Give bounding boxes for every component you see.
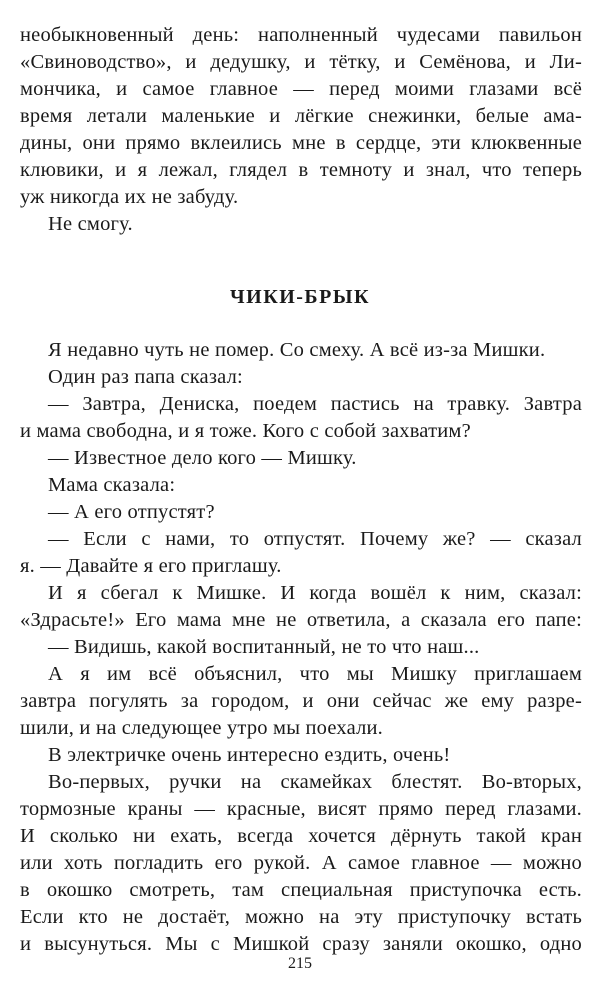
text-line: и высунуться. Мы с Мишкой сразу заняли окошко, одно <box>20 933 582 955</box>
text-line: «Здрасьте!» Его мама мне не ответила, а сказала его папе: <box>20 609 582 631</box>
text-line: время летали маленькие и лёгкие снежинки, белые ама- <box>20 105 582 127</box>
page-number: 215 <box>288 955 312 972</box>
text-line: я. — Давайте я его приглашу. <box>20 555 282 577</box>
text-line: дины, они прямо вклеились мне в сердце, эти клюквенные <box>20 132 582 154</box>
text-line: — Известное дело кого — Мишку. <box>48 447 357 469</box>
text-line: — Видишь, какой воспитанный, не то что наш... <box>48 636 480 658</box>
text-line: шили, и на следующее утро мы поехали. <box>20 717 383 739</box>
text-line: и мама свободна, и я тоже. Кого с собой захватим? <box>20 420 471 442</box>
text-line: «Свиноводство», и дедушку, и тётку, и Семёнова, и Ли- <box>20 51 582 73</box>
text-line: тормозные краны — красные, висят прямо перед глазами. <box>20 798 582 820</box>
text-line: уж никогда их не забуду. <box>20 186 239 208</box>
text-line: Я недавно чуть не помер. Со смеху. А всё из-за Мишки. <box>48 339 546 361</box>
text-line: И я сбегал к Мишке. И когда вошёл к ним, сказал: <box>48 582 582 604</box>
text-line: в окошко смотреть, там специальная приступочка есть. <box>20 879 582 901</box>
text-line: А я им всё объяснил, что мы Мишку приглашаем <box>48 663 582 685</box>
text-line: В электричке очень интересно ездить, очень! <box>48 744 451 766</box>
text-line: — Если с нами, то отпустят. Почему же? — сказал <box>48 528 582 550</box>
text-line: Не смогу. <box>48 213 133 235</box>
text-line: клювики, и я лежал, глядел в темноту и знал, что теперь <box>20 159 582 181</box>
text-line: Мама сказала: <box>48 474 176 496</box>
text-line: Если кто не достаёт, можно на эту приступочку встать <box>20 906 582 928</box>
text-line: необыкновенный день: наполненный чудесами павильон <box>20 24 582 46</box>
text-line: завтра погулять за городом, и они сейчас же ему разре- <box>20 690 582 712</box>
text-line: И сколько ни ехать, всегда хочется дёрнуть такой кран <box>20 825 582 847</box>
text-line: — Завтра, Дениска, поедем пастись на травку. Завтра <box>48 393 582 415</box>
text-line: Во-первых, ручки на скамейках блестят. Во-вторых, <box>48 771 582 793</box>
text-line: мончика, и самое главное — перед моими глазами всё <box>20 78 582 100</box>
story-title: ЧИКИ-БРЫК <box>229 286 371 308</box>
text-line: или хоть погладить его рукой. А самое главное — можно <box>20 852 582 874</box>
text-line: Один раз папа сказал: <box>48 366 243 388</box>
text-line: — А его отпустят? <box>48 501 215 523</box>
